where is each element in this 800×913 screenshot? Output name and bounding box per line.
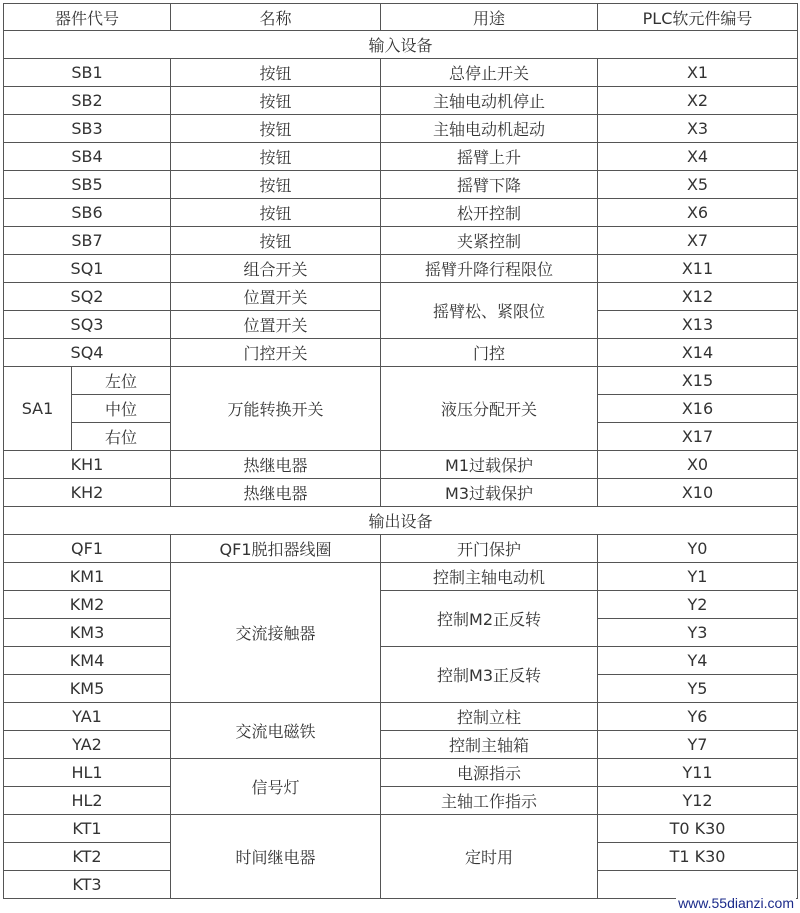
header-name: 名称 xyxy=(171,4,381,31)
cell-name: 组合开关 xyxy=(171,255,381,283)
cell-name: 热继电器 xyxy=(171,479,381,507)
table-row xyxy=(4,451,798,479)
cell-code: SB1 xyxy=(4,59,171,87)
cell-code: KH1 xyxy=(4,451,171,479)
cell-plc: X4 xyxy=(598,143,798,171)
header-code: 器件代号 xyxy=(4,4,171,31)
cell-plc: X0 xyxy=(598,451,798,479)
table-row xyxy=(4,143,798,171)
plc-io-table xyxy=(3,3,798,899)
cell-plc: X1 xyxy=(598,59,798,87)
cell-use: 定时用 xyxy=(381,815,598,899)
cell-use: 控制主轴电动机 xyxy=(381,563,598,591)
cell-code: SQ2 xyxy=(4,283,171,311)
cell-use: 摇臂上升 xyxy=(381,143,598,171)
cell-code: SB3 xyxy=(4,115,171,143)
cell-name: 按钮 xyxy=(171,227,381,255)
table-row xyxy=(4,787,798,815)
cell-name: 信号灯 xyxy=(171,759,381,815)
cell-use: 电源指示 xyxy=(381,759,598,787)
cell-name: 位置开关 xyxy=(171,311,381,339)
cell-code: KT2 xyxy=(4,843,171,871)
cell-use: 摇臂松、紧限位 xyxy=(381,283,598,339)
cell-plc: X13 xyxy=(598,311,798,339)
cell-name: 门控开关 xyxy=(171,339,381,367)
section-input: 输入设备 xyxy=(4,31,798,59)
table-row xyxy=(4,731,798,759)
cell-use: 液压分配开关 xyxy=(381,367,598,451)
cell-position: 中位 xyxy=(72,395,171,423)
cell-plc: Y2 xyxy=(598,591,798,619)
cell-plc: Y1 xyxy=(598,563,798,591)
cell-code: HL2 xyxy=(4,787,171,815)
cell-code: SB7 xyxy=(4,227,171,255)
cell-name: 热继电器 xyxy=(171,451,381,479)
cell-name: QF1脱扣器线圈 xyxy=(171,535,381,563)
cell-use: 控制M2正反转 xyxy=(381,591,598,647)
cell-name: 按钮 xyxy=(171,171,381,199)
cell-name: 按钮 xyxy=(171,199,381,227)
cell-position: 右位 xyxy=(72,423,171,451)
section-row xyxy=(4,507,798,535)
cell-use: 总停止开关 xyxy=(381,59,598,87)
cell-code: SQ1 xyxy=(4,255,171,283)
cell-plc: Y3 xyxy=(598,619,798,647)
table-row xyxy=(4,59,798,87)
cell-plc: X5 xyxy=(598,171,798,199)
cell-plc: Y4 xyxy=(598,647,798,675)
cell-code: SQ4 xyxy=(4,339,171,367)
cell-use: 控制立柱 xyxy=(381,703,598,731)
table-row xyxy=(4,283,798,311)
cell-code: SQ3 xyxy=(4,311,171,339)
cell-code: KM2 xyxy=(4,591,171,619)
cell-use: 松开控制 xyxy=(381,199,598,227)
cell-plc: X3 xyxy=(598,115,798,143)
cell-plc: X14 xyxy=(598,339,798,367)
cell-plc: Y0 xyxy=(598,535,798,563)
cell-plc: X15 xyxy=(598,367,798,395)
cell-name: 按钮 xyxy=(171,59,381,87)
header-use: 用途 xyxy=(381,4,598,31)
cell-use: 主轴工作指示 xyxy=(381,787,598,815)
cell-code: SB5 xyxy=(4,171,171,199)
table-row xyxy=(4,171,798,199)
table-row xyxy=(4,87,798,115)
table-row xyxy=(4,591,798,619)
cell-use: M3过载保护 xyxy=(381,479,598,507)
cell-code: KM3 xyxy=(4,619,171,647)
table-row xyxy=(4,339,798,367)
cell-use: 摇臂下降 xyxy=(381,171,598,199)
cell-code: KM5 xyxy=(4,675,171,703)
table-row xyxy=(4,255,798,283)
cell-use: 摇臂升降行程限位 xyxy=(381,255,598,283)
table-row xyxy=(4,367,798,395)
cell-plc: Y5 xyxy=(598,675,798,703)
table-row xyxy=(4,199,798,227)
cell-code: SB4 xyxy=(4,143,171,171)
cell-plc: Y12 xyxy=(598,787,798,815)
cell-code: YA1 xyxy=(4,703,171,731)
cell-name: 交流电磁铁 xyxy=(171,703,381,759)
header-plc: PLC软元件编号 xyxy=(598,4,798,31)
cell-name: 按钮 xyxy=(171,115,381,143)
cell-plc: X6 xyxy=(598,199,798,227)
cell-use: 主轴电动机起动 xyxy=(381,115,598,143)
watermark-url: www.55dianzi.com xyxy=(678,895,794,911)
cell-name: 交流接触器 xyxy=(171,563,381,703)
table-row xyxy=(4,115,798,143)
cell-plc: X17 xyxy=(598,423,798,451)
cell-use: 开门保护 xyxy=(381,535,598,563)
cell-code: QF1 xyxy=(4,535,171,563)
cell-plc: T0 K30 xyxy=(598,815,798,843)
cell-plc: Y11 xyxy=(598,759,798,787)
cell-plc: X10 xyxy=(598,479,798,507)
cell-use: M1过载保护 xyxy=(381,451,598,479)
cell-use: 门控 xyxy=(381,339,598,367)
cell-name: 万能转换开关 xyxy=(171,367,381,451)
cell-use: 夹紧控制 xyxy=(381,227,598,255)
table-row xyxy=(4,815,798,843)
cell-name: 按钮 xyxy=(171,143,381,171)
cell-plc: Y6 xyxy=(598,703,798,731)
cell-plc: X11 xyxy=(598,255,798,283)
cell-plc: T1 K30 xyxy=(598,843,798,871)
table-row xyxy=(4,479,798,507)
table-row xyxy=(4,759,798,787)
cell-plc: X2 xyxy=(598,87,798,115)
cell-plc: X16 xyxy=(598,395,798,423)
section-row xyxy=(4,31,798,59)
table-row xyxy=(4,647,798,675)
cell-position: 左位 xyxy=(72,367,171,395)
cell-code: HL1 xyxy=(4,759,171,787)
cell-code: KM4 xyxy=(4,647,171,675)
cell-code: SB2 xyxy=(4,87,171,115)
cell-code: SA1 xyxy=(4,367,72,451)
header-row xyxy=(4,4,798,31)
cell-code: KT3 xyxy=(4,871,171,899)
table-row xyxy=(4,563,798,591)
cell-code: YA2 xyxy=(4,731,171,759)
section-output: 输出设备 xyxy=(4,507,798,535)
cell-name: 时间继电器 xyxy=(171,815,381,899)
cell-name: 按钮 xyxy=(171,87,381,115)
cell-code: KT1 xyxy=(4,815,171,843)
table-row xyxy=(4,535,798,563)
cell-code: SB6 xyxy=(4,199,171,227)
table-row xyxy=(4,227,798,255)
table-row xyxy=(4,703,798,731)
cell-use: 控制主轴箱 xyxy=(381,731,598,759)
cell-plc: Y7 xyxy=(598,731,798,759)
cell-plc: X12 xyxy=(598,283,798,311)
cell-name: 位置开关 xyxy=(171,283,381,311)
cell-use: 主轴电动机停止 xyxy=(381,87,598,115)
cell-code: KH2 xyxy=(4,479,171,507)
cell-code: KM1 xyxy=(4,563,171,591)
cell-plc: X7 xyxy=(598,227,798,255)
cell-use: 控制M3正反转 xyxy=(381,647,598,703)
